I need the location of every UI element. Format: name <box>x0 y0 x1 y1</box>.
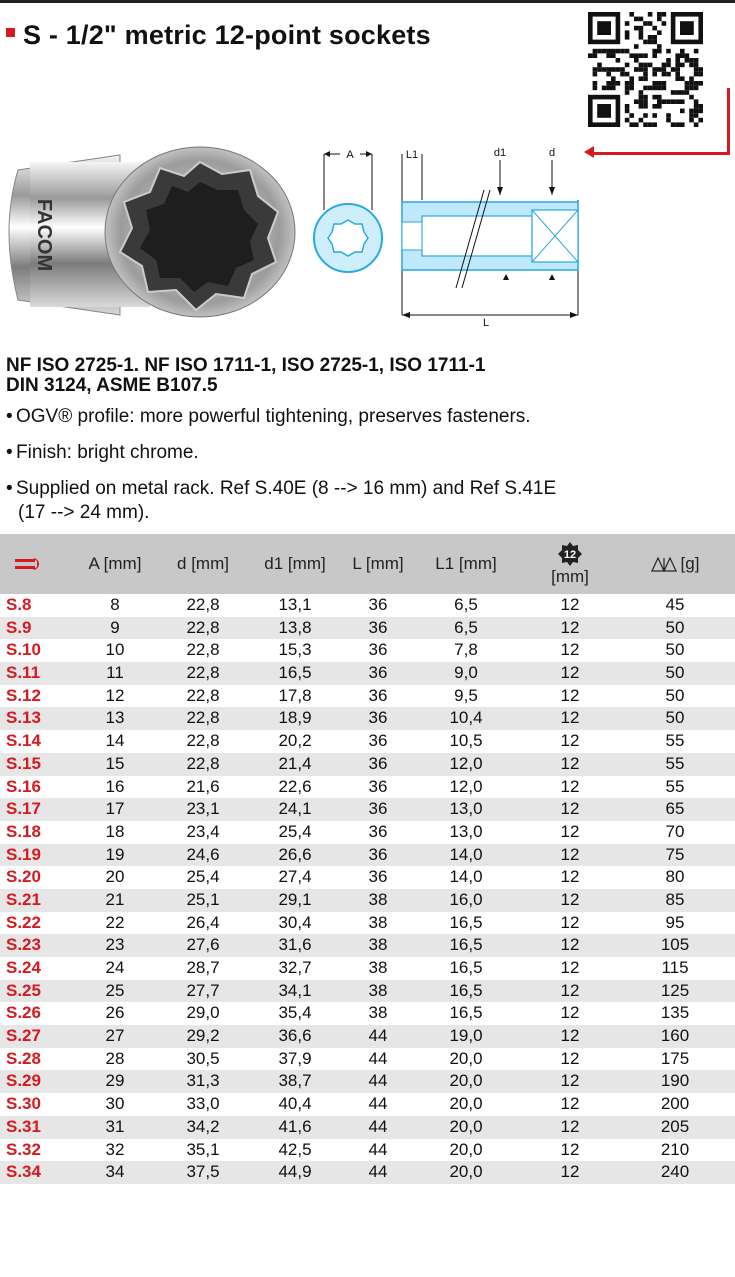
table-row <box>0 1139 735 1162</box>
qr-callout-line <box>592 152 730 155</box>
cell-l1: 16,5 <box>449 980 483 1000</box>
header-d1: d1 [mm] <box>264 554 326 573</box>
cell-d1: 15,3 <box>278 640 312 660</box>
cell-l1: 20,0 <box>449 1139 483 1159</box>
wrench-icon <box>15 557 45 571</box>
cell-d: 27,6 <box>186 935 220 955</box>
cell-a: 32 <box>105 1139 125 1159</box>
cell-points: 12 <box>560 731 580 751</box>
cell-a: 13 <box>105 708 125 728</box>
cell-l: 44 <box>368 1094 388 1114</box>
cell-weight: 75 <box>665 844 685 864</box>
cell-points: 12 <box>560 935 580 955</box>
cell-d: 22,8 <box>186 708 220 728</box>
bullet-continuation: (17 --> 24 mm). <box>18 502 150 523</box>
cell-l: 36 <box>368 867 388 887</box>
cell-a: 9 <box>110 617 120 637</box>
cell-points: 12 <box>560 958 580 977</box>
title-marker <box>6 28 15 37</box>
bullet-item <box>6 405 531 429</box>
cell-ref[interactable]: S.22 <box>6 912 41 932</box>
cell-weight: 240 <box>660 1162 690 1182</box>
cell-ref[interactable]: S.20 <box>6 867 41 887</box>
cell-l1: 20,0 <box>449 1048 483 1068</box>
cell-d1: 26,6 <box>278 844 312 864</box>
cell-ref[interactable]: S.14 <box>6 731 41 751</box>
bullet-icon: • <box>6 442 13 463</box>
cell-d1: 29,1 <box>278 889 312 909</box>
cell-d: 26,4 <box>186 912 220 932</box>
cell-l: 36 <box>368 821 388 841</box>
table-row <box>0 685 735 708</box>
cell-l1: 16,0 <box>449 889 483 909</box>
cell-weight: 115 <box>661 958 689 977</box>
cell-d: 25,1 <box>186 889 220 909</box>
cell-d1: 24,1 <box>278 799 312 819</box>
table-row <box>0 844 735 867</box>
cell-d1: 41,6 <box>278 1116 312 1136</box>
cell-a: 19 <box>105 844 125 864</box>
cell-weight: 70 <box>665 821 685 841</box>
cell-l1: 19,0 <box>449 1026 483 1046</box>
cell-l: 38 <box>368 980 388 1000</box>
cell-a: 12 <box>105 685 125 705</box>
cell-a: 27 <box>105 1026 125 1046</box>
cell-l: 38 <box>368 889 388 909</box>
top-rule <box>0 0 735 3</box>
cell-d1: 17,8 <box>278 685 312 705</box>
cell-l: 38 <box>368 935 388 955</box>
cell-points: 12 <box>560 1048 580 1068</box>
cell-weight: 85 <box>665 889 685 909</box>
cell-points: 12 <box>560 663 580 683</box>
bullet-item <box>6 441 199 465</box>
cell-a: 31 <box>105 1116 125 1136</box>
cell-l1: 12,0 <box>449 753 483 773</box>
cell-d1: 22,6 <box>278 776 312 796</box>
table-row <box>0 753 735 776</box>
cell-d: 31,3 <box>186 1071 220 1091</box>
cell-l1: 16,5 <box>449 912 483 932</box>
cell-l: 36 <box>368 844 388 864</box>
cell-points: 12 <box>560 1071 580 1091</box>
cell-a: 30 <box>105 1094 125 1114</box>
header-d: d [mm] <box>177 554 229 573</box>
qr-code-graphic <box>580 10 712 130</box>
table-row <box>0 821 735 844</box>
table-row <box>0 776 735 799</box>
cell-ref[interactable]: S.16 <box>6 776 41 796</box>
bullet-text: Finish: bright chrome. <box>16 442 199 463</box>
cell-ref[interactable]: S.30 <box>6 1094 41 1114</box>
cell-a: 22 <box>105 912 125 932</box>
points-unit: [mm] <box>551 567 589 586</box>
cell-weight: 160 <box>660 1026 690 1046</box>
cell-d: 29,2 <box>186 1026 220 1046</box>
page-title <box>6 20 431 51</box>
cell-d1: 25,4 <box>278 821 312 841</box>
cell-weight: 135 <box>660 1003 690 1023</box>
cell-ref[interactable]: S.10 <box>6 640 41 660</box>
cell-weight: 105 <box>660 935 690 955</box>
cell-weight: 80 <box>665 867 685 887</box>
twelve-point-badge-icon <box>557 541 583 567</box>
table-row <box>0 617 735 640</box>
cell-a: 29 <box>105 1071 125 1091</box>
cell-weight: 210 <box>660 1139 690 1159</box>
norms-line-2: DIN 3124, ASME B107.5 <box>6 375 218 396</box>
cell-d1: 32,7 <box>278 958 312 977</box>
label-a: A <box>346 149 354 161</box>
cell-d1: 36,6 <box>278 1026 312 1046</box>
cell-l: 36 <box>368 708 388 728</box>
cell-l: 36 <box>368 640 388 660</box>
cell-a: 16 <box>105 776 125 796</box>
table-row <box>0 639 735 662</box>
header-l1: L1 [mm] <box>435 554 497 573</box>
cell-weight: 175 <box>660 1048 690 1068</box>
cell-l: 36 <box>368 685 388 705</box>
table-row <box>0 1161 735 1184</box>
cell-d1: 13,1 <box>278 595 312 614</box>
table-row <box>0 798 735 821</box>
cell-weight: 205 <box>660 1116 690 1136</box>
cell-d: 21,6 <box>186 776 220 796</box>
cell-a: 23 <box>105 935 125 955</box>
cell-points: 12 <box>560 595 580 614</box>
cell-l1: 14,0 <box>449 867 483 887</box>
cell-d: 22,8 <box>186 595 220 614</box>
cell-l1: 20,0 <box>449 1071 483 1091</box>
cell-l1: 6,5 <box>454 617 478 637</box>
cell-points: 12 <box>560 1116 580 1136</box>
table-row <box>0 1116 735 1139</box>
cell-ref[interactable]: S.12 <box>6 685 41 705</box>
cell-ref[interactable]: S.34 <box>6 1162 41 1182</box>
label-d: d <box>548 147 556 159</box>
cell-ref[interactable]: S.17 <box>6 799 41 819</box>
cell-points: 12 <box>560 867 580 887</box>
cell-l: 36 <box>368 799 388 819</box>
cell-l: 36 <box>368 663 388 683</box>
cell-points: 12 <box>560 912 580 932</box>
bullet-text: Supplied on metal rack. Ref S.40E (8 --> 16 mm) and Ref S.41E <box>16 478 557 499</box>
qr-code[interactable] <box>580 10 712 130</box>
cell-d1: 21,4 <box>278 753 312 773</box>
cell-d: 22,8 <box>186 753 220 773</box>
cell-a: 21 <box>105 889 125 909</box>
cell-a: 17 <box>105 799 125 819</box>
cell-d: 23,4 <box>186 821 220 841</box>
cell-d1: 35,4 <box>278 1003 312 1023</box>
cell-a: 34 <box>105 1162 125 1182</box>
cell-ref[interactable]: S.25 <box>6 980 41 1000</box>
table-row <box>0 1048 735 1071</box>
table-row <box>0 1093 735 1116</box>
cell-l: 44 <box>368 1162 388 1182</box>
cell-ref[interactable]: S.9 <box>6 617 32 637</box>
socket-photo <box>0 130 300 335</box>
cell-d1: 13,8 <box>278 617 312 637</box>
cell-a: 25 <box>105 980 125 1000</box>
cell-l1: 20,0 <box>449 1094 483 1114</box>
table-body <box>0 594 735 1184</box>
cell-d: 22,8 <box>186 685 220 705</box>
badge-text: 12 <box>563 549 577 561</box>
cell-d1: 37,9 <box>278 1048 312 1068</box>
bullet-text: OGV® profile: more powerful tightening, preserves fasteners. <box>16 406 531 427</box>
cell-d: 34,2 <box>186 1116 220 1136</box>
cell-points: 12 <box>560 708 580 728</box>
cell-d1: 38,7 <box>278 1071 312 1091</box>
balance-icon <box>651 556 677 572</box>
cell-points: 12 <box>560 1139 580 1159</box>
cell-weight: 50 <box>665 617 685 637</box>
cell-a: 10 <box>105 640 125 660</box>
cell-weight: 125 <box>660 980 690 1000</box>
cell-a: 15 <box>105 753 125 773</box>
engraving-text: FACOM <box>33 198 55 272</box>
cell-a: 8 <box>110 595 120 614</box>
table-row <box>0 1002 735 1025</box>
cell-d: 37,5 <box>186 1162 220 1182</box>
cell-d: 22,8 <box>186 731 220 751</box>
cell-ref[interactable]: S.24 <box>6 958 41 977</box>
cell-ref[interactable]: S.31 <box>6 1116 41 1136</box>
cell-d: 29,0 <box>186 1003 220 1023</box>
cell-points: 12 <box>560 799 580 819</box>
cell-l1: 12,0 <box>449 776 483 796</box>
cell-ref[interactable]: S.23 <box>6 935 41 955</box>
cell-d1: 40,4 <box>278 1094 312 1114</box>
cell-d: 30,5 <box>186 1048 220 1068</box>
cell-d: 27,7 <box>186 980 220 1000</box>
cell-points: 12 <box>560 776 580 796</box>
cell-d1: 27,4 <box>278 867 312 887</box>
table-row <box>0 934 735 957</box>
bullet-icon: • <box>6 406 13 427</box>
cell-l: 38 <box>368 1003 388 1023</box>
cell-d1: 30,4 <box>278 912 312 932</box>
table-header <box>0 534 735 594</box>
cell-a: 20 <box>105 867 125 887</box>
cell-d: 33,0 <box>186 1094 220 1114</box>
cell-points: 12 <box>560 617 580 637</box>
cell-points: 12 <box>560 1162 580 1182</box>
cell-l1: 13,0 <box>449 799 483 819</box>
table-row <box>0 889 735 912</box>
label-l: L <box>482 317 490 329</box>
cell-l: 44 <box>368 1139 388 1159</box>
cell-l1: 7,8 <box>454 640 478 660</box>
table-row <box>0 730 735 753</box>
cell-points: 12 <box>560 889 580 909</box>
cell-l: 44 <box>368 1071 388 1091</box>
cell-points: 12 <box>560 1026 580 1046</box>
table-row <box>0 957 735 980</box>
cell-ref[interactable]: S.27 <box>6 1026 41 1046</box>
cell-a: 11 <box>106 663 124 683</box>
cell-l1: 10,4 <box>449 708 483 728</box>
cell-d1: 31,6 <box>278 935 312 955</box>
cell-d: 28,7 <box>186 958 220 977</box>
cell-d1: 18,9 <box>278 708 312 728</box>
cell-weight: 50 <box>665 708 685 728</box>
table-row <box>0 1070 735 1093</box>
cell-weight: 95 <box>665 912 685 932</box>
cell-d1: 42,5 <box>278 1139 312 1159</box>
cell-l1: 13,0 <box>449 821 483 841</box>
cell-weight: 190 <box>660 1071 690 1091</box>
cell-weight: 65 <box>665 799 685 819</box>
cell-ref[interactable]: S.21 <box>6 889 41 909</box>
table-row <box>0 980 735 1003</box>
cell-d1: 20,2 <box>278 731 312 751</box>
label-l1: L1 <box>405 149 419 161</box>
cell-a: 28 <box>105 1048 125 1068</box>
cell-l: 38 <box>368 912 388 932</box>
cell-d1: 34,1 <box>278 980 312 1000</box>
table-row <box>0 594 735 617</box>
cell-l1: 20,0 <box>449 1162 483 1182</box>
cell-d: 24,6 <box>186 844 220 864</box>
cell-l1: 16,5 <box>449 1003 483 1023</box>
cell-d: 22,8 <box>186 663 220 683</box>
socket-diagram <box>300 140 600 330</box>
qr-callout-line-vertical <box>727 88 730 154</box>
cell-ref[interactable]: S.13 <box>6 708 41 728</box>
cell-l: 36 <box>368 753 388 773</box>
norms <box>6 356 485 396</box>
cell-l1: 10,5 <box>449 731 483 751</box>
cell-l1: 16,5 <box>449 958 483 977</box>
cell-l: 36 <box>368 776 388 796</box>
weight-unit: [g] <box>680 554 700 573</box>
cell-d: 25,4 <box>186 867 220 887</box>
cell-a: 26 <box>105 1003 125 1023</box>
cell-weight: 50 <box>665 640 685 660</box>
cell-ref[interactable]: S.15 <box>6 753 41 773</box>
cell-l1: 14,0 <box>449 844 483 864</box>
cell-l: 44 <box>368 1048 388 1068</box>
cell-weight: 50 <box>665 685 685 705</box>
cell-a: 24 <box>105 958 125 977</box>
cell-ref[interactable]: S.8 <box>6 595 32 614</box>
cell-d: 22,8 <box>186 617 220 637</box>
cell-l1: 9,5 <box>454 685 478 705</box>
cell-a: 14 <box>105 731 125 751</box>
reference-header <box>0 534 60 594</box>
cell-ref[interactable]: S.19 <box>6 844 41 864</box>
cell-points: 12 <box>560 980 580 1000</box>
cell-points: 12 <box>560 844 580 864</box>
cell-l: 36 <box>368 731 388 751</box>
cell-d: 22,8 <box>186 640 220 660</box>
cell-points: 12 <box>560 753 580 773</box>
header-l: L [mm] <box>352 554 404 573</box>
table-row <box>0 707 735 730</box>
cell-points: 12 <box>560 685 580 705</box>
cell-d: 35,1 <box>186 1139 220 1159</box>
header-a: A [mm] <box>88 554 142 573</box>
cell-l1: 9,0 <box>454 663 478 683</box>
cell-weight: 55 <box>665 776 685 796</box>
cell-l: 36 <box>368 595 388 614</box>
specs-table <box>0 534 735 1184</box>
cell-ref[interactable]: S.28 <box>6 1048 41 1068</box>
cell-ref[interactable]: S.26 <box>6 1003 41 1023</box>
bullet-icon: • <box>6 478 13 499</box>
cell-l: 36 <box>368 617 388 637</box>
cell-d1: 44,9 <box>278 1162 312 1182</box>
cell-a: 18 <box>105 821 125 841</box>
cell-points: 12 <box>560 1094 580 1114</box>
table-row <box>0 866 735 889</box>
cell-points: 12 <box>560 1003 580 1023</box>
cell-points: 12 <box>560 640 580 660</box>
cell-ref[interactable]: S.11 <box>6 663 41 683</box>
cell-d1: 16,5 <box>278 663 312 683</box>
cell-l: 38 <box>368 958 388 977</box>
header-weight <box>630 534 720 594</box>
cell-weight: 45 <box>665 595 685 614</box>
cell-l1: 6,5 <box>454 595 478 614</box>
cell-ref[interactable]: S.32 <box>6 1139 41 1159</box>
label-d1: d1 <box>493 147 507 159</box>
cell-points: 12 <box>560 821 580 841</box>
cell-weight: 50 <box>665 663 685 683</box>
norms-line-1: NF ISO 2725-1. NF ISO 1711-1, ISO 2725-1, ISO 1711-1 <box>6 355 486 376</box>
cell-l1: 16,5 <box>449 935 483 955</box>
cell-weight: 55 <box>665 753 685 773</box>
cell-ref[interactable]: S.29 <box>6 1071 41 1091</box>
title-text: S - 1/2" metric 12-point sockets <box>23 20 431 50</box>
cell-l: 44 <box>368 1116 388 1136</box>
cell-l1: 20,0 <box>449 1116 483 1136</box>
table-row <box>0 662 735 685</box>
table-row <box>0 912 735 935</box>
bullet-item <box>6 477 556 501</box>
cell-l: 44 <box>368 1026 388 1046</box>
header-points <box>530 534 610 594</box>
cell-d: 23,1 <box>186 799 220 819</box>
cell-ref[interactable]: S.18 <box>6 821 41 841</box>
cell-weight: 55 <box>665 731 685 751</box>
cell-weight: 200 <box>660 1094 690 1114</box>
table-row <box>0 1025 735 1048</box>
